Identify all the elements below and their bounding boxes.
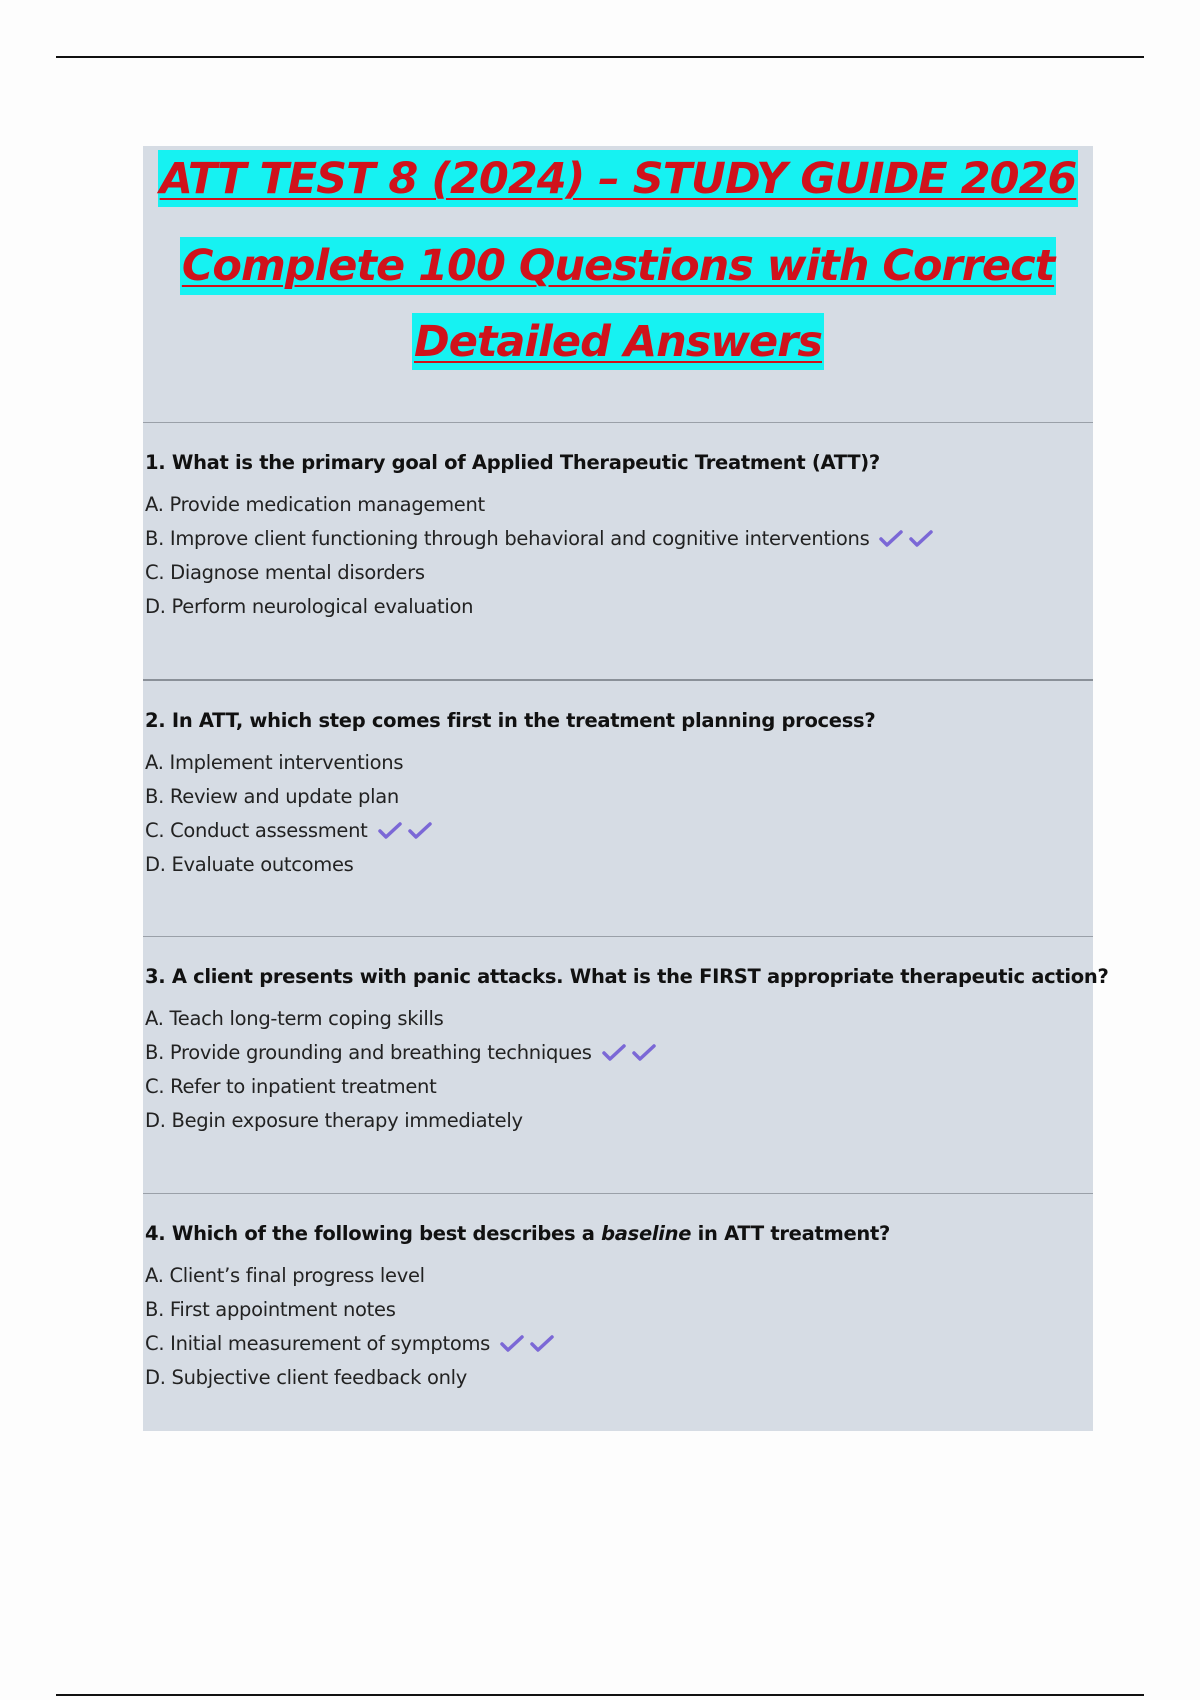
double-check-icon xyxy=(378,822,432,840)
option-c: C. Initial measurement of symptoms xyxy=(145,1332,1093,1356)
option-a: A. Client’s final progress level xyxy=(145,1264,425,1287)
question-text: 1. What is the primary goal of Applied Therapeutic Treatment (ATT)? xyxy=(145,451,880,474)
document-title xyxy=(143,146,1093,422)
option-b: B. First appointment notes xyxy=(145,1298,396,1321)
option-a: A. Implement interventions xyxy=(145,751,404,774)
option-b: B. Review and update plan xyxy=(145,785,399,808)
top-rule xyxy=(56,56,1144,58)
question-text: 4. Which of the following best describes a baseline in ATT treatment? xyxy=(145,1222,891,1245)
question-3 xyxy=(143,936,1109,1193)
option-c: C. Diagnose mental disorders xyxy=(145,561,425,584)
question-2 xyxy=(143,679,1093,936)
question-1 xyxy=(143,422,1093,679)
question-text: 3. A client presents with panic attacks. What is the FIRST appropriate therapeutic action? xyxy=(145,965,1109,988)
double-check-icon xyxy=(500,1335,554,1353)
content-panel xyxy=(143,146,1109,1431)
option-b: B. Provide grounding and breathing techniques xyxy=(145,1041,1093,1065)
option-d: D. Evaluate outcomes xyxy=(145,853,354,876)
option-c: C. Refer to inpatient treatment xyxy=(145,1075,437,1098)
question-text: 2. In ATT, which step comes first in the treatment planning process? xyxy=(145,709,876,732)
bottom-rule xyxy=(56,1694,1144,1696)
double-check-icon xyxy=(879,530,933,548)
title-line-2: Complete 100 Questions with Correct xyxy=(180,237,1056,294)
double-check-icon xyxy=(602,1044,656,1062)
option-d: D. Subjective client feedback only xyxy=(145,1366,468,1389)
option-a: A. Teach long-term coping skills xyxy=(145,1007,444,1030)
option-b: B. Improve client functioning through behavioral and cognitive interventions xyxy=(145,527,1093,551)
question-4 xyxy=(143,1193,1093,1450)
title-line-1: ATT TEST 8 (2024) – STUDY GUIDE 2026 xyxy=(158,150,1079,207)
emphasis-baseline: baseline xyxy=(601,1222,692,1245)
title-line-3: Detailed Answers xyxy=(412,313,824,370)
option-d: D. Perform neurological evaluation xyxy=(145,595,474,618)
option-c: C. Conduct assessment xyxy=(145,819,1093,843)
option-d: D. Begin exposure therapy immediately xyxy=(145,1109,523,1132)
option-a: A. Provide medication management xyxy=(145,493,485,516)
